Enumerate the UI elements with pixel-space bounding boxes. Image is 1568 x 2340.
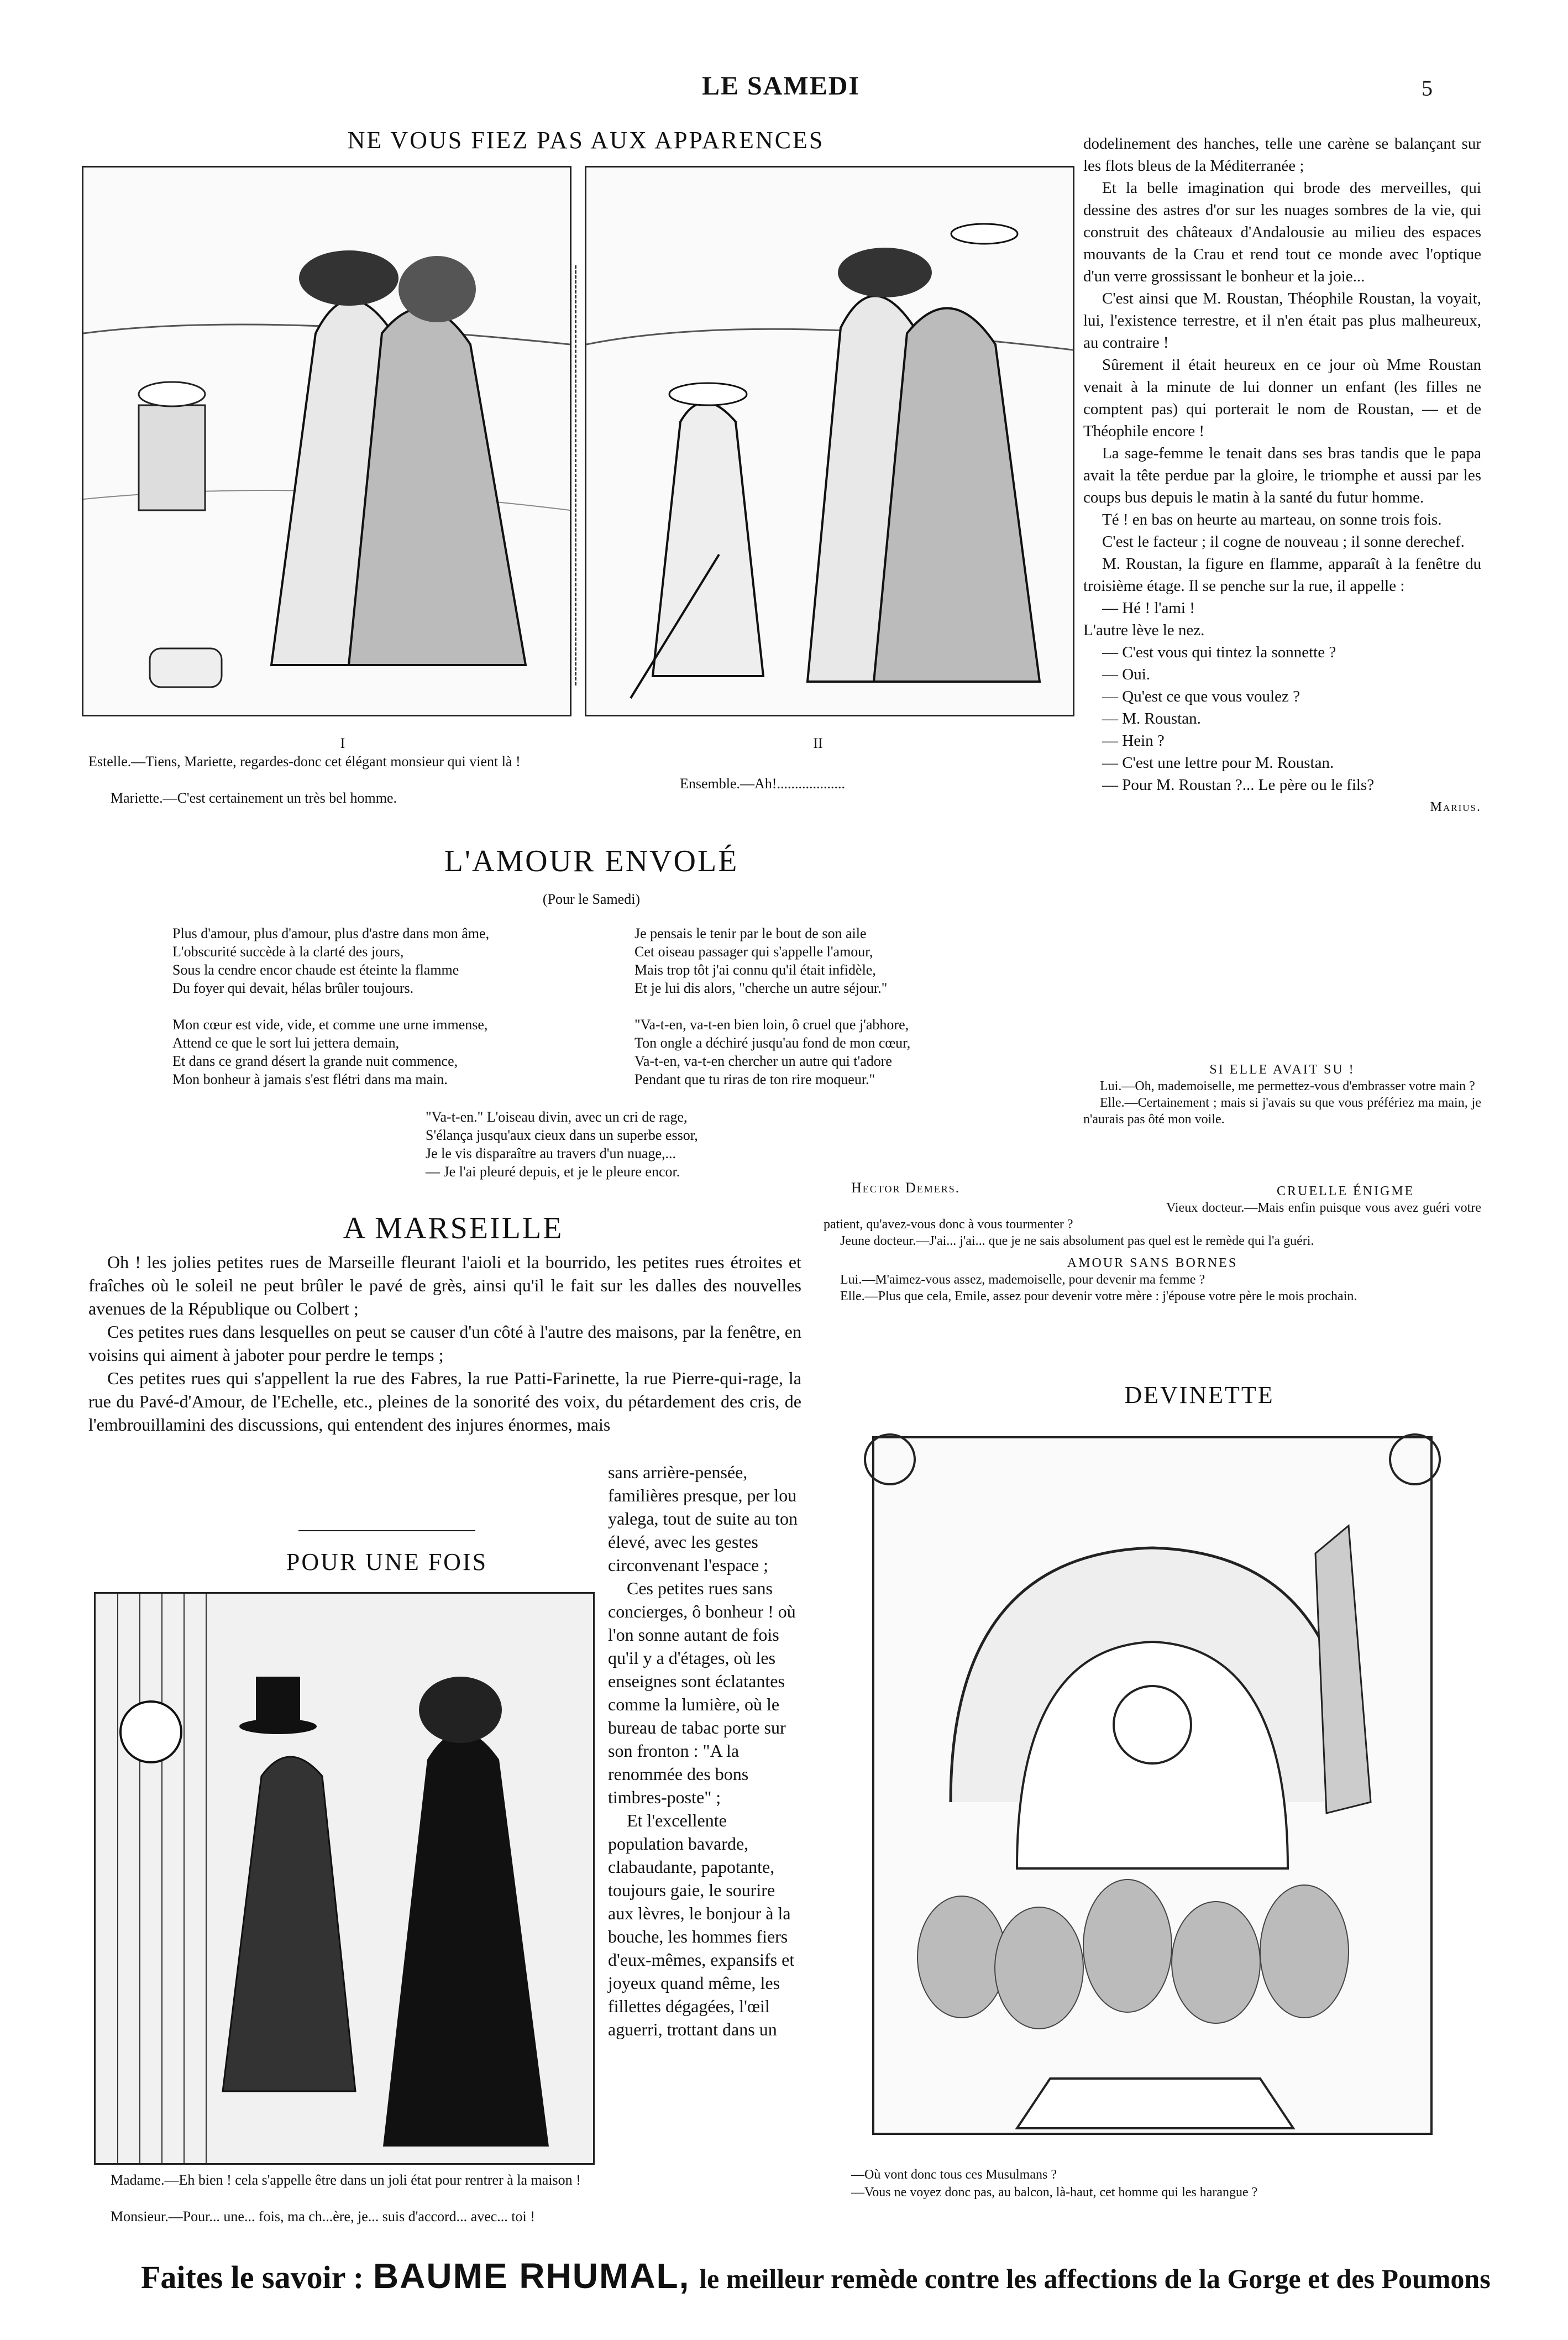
pour-une-fois-illustration — [94, 1592, 595, 2165]
dialogue-line: — Oui. — [1102, 666, 1150, 683]
page-number: 5 — [1422, 76, 1433, 101]
dialogue-line: — C'est vous qui tintez la sonnette ? — [1102, 643, 1336, 661]
marseille-body — [88, 1250, 801, 1436]
dialogue-line: — Qu'est ce que vous voulez ? — [1102, 688, 1300, 705]
poem-line: "Va-t-en." L'oiseau divin, avec un cri de rage, — [426, 1109, 688, 1125]
paragraph: M. Roustan, la figure en flamme, apparaît à la fenêtre du troisième étage. Il se penche sur la rue, il appelle : — [1083, 555, 1481, 595]
dialogue-line: — C'est une lettre pour M. Roustan. — [1102, 754, 1334, 772]
joke-text: Lui.—M'aimez-vous assez, mademoiselle, pour devenir ma femme ? — [840, 1273, 1205, 1287]
paragraph: Et l'excellente population bavarde, clabaudante, papotante, toujours gaie, le sourire aux lèvres, le bonjour à la bouche, les hommes fiers d'eux-mêmes, expansifs et joyeux quand même, les fillettes dégagées, l'œil aguerri, trottant dans un — [608, 1810, 795, 2039]
poem-line: Je le vis disparaître au travers d'un nuage,... — [426, 1145, 677, 1161]
poem-author: Hector Demers. — [851, 1180, 961, 1196]
poem-line: Ton ongle a déchiré jusqu'au fond de mon cœur, — [634, 1035, 911, 1051]
dialogue-line: L'autre lève le nez. — [1083, 621, 1205, 639]
joke-text: Elle.—Certainement ; mais si j'avais su que vous préfériez ma main, je n'aurais pas ôté mon voile. — [1083, 1096, 1481, 1127]
comic-panel-1 — [82, 166, 571, 716]
poem-line: S'élança jusqu'aux cieux dans un superbe essor, — [426, 1127, 698, 1143]
paragraph: sans arrière-pensée, familières presque, per lou yalega, tout de suite au ton élevé, avec les gestes circonvenant l'espace ; — [608, 1462, 798, 1575]
right-column-signature: Marius. — [1430, 800, 1481, 814]
comic-title: NE VOUS FIEZ PAS AUX APPARENCES — [347, 127, 825, 154]
devinette-title: DEVINETTE — [1124, 1381, 1275, 1409]
paragraph: Ces petites rues sans concierges, ô bonheur ! où l'on sonne autant de fois qu'il y a d'étages, où les enseignes sont éclatantes comme la lumière, où le bureau de tabac porte sur son fronton : "A la renommée des bons timbres-poste" ; — [608, 1578, 796, 1807]
comic-panel-1-drawing — [83, 167, 570, 715]
poem-line: Pendant que tu riras de ton rire moqueur." — [634, 1071, 875, 1087]
panel-1-caption-a: Estelle.—Tiens, Mariette, regardes-donc cet élégant monsieur qui vient là ! — [88, 753, 521, 769]
poem-line: Mon bonheur à jamais s'est flétri dans ma main. — [172, 1071, 448, 1087]
dialogue-line: — M. Roustan. — [1102, 710, 1201, 727]
advertisement-footer — [141, 2255, 1491, 2296]
panel-2-caption: Ensemble.—Ah!................... — [680, 776, 845, 792]
paragraph: Ces petites rues qui s'appellent la rue des Fabres, la rue Patti-Farinette, la rue Pierre-qui-rage, la rue du Pavé-d'Amour, de l'Echelle, etc., pleines de la sonorité des voix, du pétardement des cris, de l'embrouillamini des discussions, qui entendent des injures énormes, mais — [88, 1368, 801, 1435]
poem-subtitle: (Pour le Samedi) — [542, 891, 641, 907]
panel-1-caption-b: Mariette.—C'est certainement un très bel homme. — [111, 790, 397, 806]
ad-prefix: Faites le savoir : — [141, 2259, 364, 2295]
poem-left-column — [172, 924, 587, 1088]
joke-text: Elle.—Plus que cela, Emile, assez pour devenir votre mère : j'épouse votre père le mois prochain. — [840, 1289, 1357, 1304]
jokes-block — [1083, 1061, 1481, 1128]
paragraph: La sage-femme le tenait dans ses bras tandis que le papa avait la tête perdue par la gloire, le triomphe et aussi par les coups bus depuis le matin à la santé du futur homme. — [1083, 444, 1481, 506]
paragraph: C'est ainsi que M. Roustan, Théophile Roustan, la voyait, lui, l'existence terrestre, et il n'en était pas plus malheureux, au contraire ! — [1083, 290, 1481, 352]
paragraph: dodelinement des hanches, telle une carène se balançant sur les flots bleus de la Méditerranée ; — [1083, 135, 1481, 175]
pour-une-fois-caption-b: Monsieur.—Pour... une... fois, ma ch...ère, je... suis d'accord... avec... toi ! — [111, 2208, 535, 2224]
poem-line: Cet oiseau passager qui s'appelle l'amour, — [634, 944, 873, 960]
article-title-marseille: A MARSEILLE — [343, 1211, 564, 1245]
panel-2-number: II — [813, 735, 823, 751]
poem-line: Attend ce que le sort lui jettera demain, — [172, 1035, 400, 1051]
dialogue-line: — Hé ! l'ami ! — [1102, 599, 1195, 617]
poem-line: Du foyer qui devait, hélas brûler toujours. — [172, 980, 414, 996]
joke-text: Jeune docteur.—J'ai... j'ai... que je ne sais absolument pas quel est le remède qui l'a guéri. — [840, 1234, 1314, 1248]
poem-line: Plus d'amour, plus d'amour, plus d'astre dans mon âme, — [172, 925, 490, 941]
devinette-drawing — [840, 1415, 1465, 2156]
joke-title: AMOUR SANS BORNES — [1067, 1256, 1238, 1270]
devinette-caption-b: —Vous ne voyez donc pas, au balcon, là-haut, cet homme qui les harangue ? — [851, 2185, 1258, 2200]
paragraph: C'est le facteur ; il cogne de nouveau ; il sonne derechef. — [1102, 533, 1465, 551]
comic-panel-2 — [585, 166, 1074, 716]
paragraph: Et la belle imagination qui brode des merveilles, qui dessine des astres d'or sur les nuages sombres de la vie, qui construit des châteaux d'Andalousie au milieu des espaces mouvants de la Crau et rend tout ce monde avec l'optique d'un verre grossissant le bonheur et la joie... — [1083, 179, 1481, 285]
devinette-caption-a: —Où vont donc tous ces Musulmans ? — [851, 2168, 1057, 2182]
joke-cruelle-enigme — [824, 1183, 1481, 1305]
dialogue-line: — Hein ? — [1102, 732, 1165, 750]
ad-brand: BAUME RHUMAL, — [373, 2256, 690, 2296]
joke-text: Vieux docteur.—Mais enfin puisque vous avez guéri votre patient, qu'avez-vous donc à vous tourmenter ? — [824, 1201, 1481, 1232]
poem-line: Et je lui dis alors, "cherche un autre séjour." — [634, 980, 888, 996]
right-column-text — [1083, 133, 1481, 818]
joke-title: SI ELLE AVAIT SU ! — [1209, 1062, 1355, 1077]
poem-line: Sous la cendre encor chaude est éteinte la flamme — [172, 962, 459, 978]
devinette-illustration — [840, 1415, 1465, 2156]
poem-line: Va-t-en, va-t-en chercher un autre qui t'adore — [634, 1053, 892, 1069]
poem-line: — Je l'ai pleuré depuis, et je le pleure encor. — [426, 1164, 680, 1180]
paragraph: Té ! en bas on heurte au marteau, on sonne trois fois. — [1102, 511, 1442, 528]
poem-right-column — [634, 924, 1066, 1088]
paragraph: Ces petites rues dans lesquelles on peut se causer d'un côté à l'autre des maisons, par la fenêtre, en voisins qui aiment à jaboter pour perdre le temps ; — [88, 1322, 801, 1365]
pour-une-fois-caption-a: Madame.—Eh bien ! cela s'appelle être dans un joli état pour rentrer à la maison ! — [111, 2172, 581, 2188]
article-title-pour-une-fois: POUR UNE FOIS — [286, 1548, 488, 1575]
page-header-title: LE SAMEDI — [702, 71, 861, 101]
comic-panel-2-drawing — [586, 167, 1073, 715]
poem-final-stanza — [426, 1108, 868, 1181]
joke-title: CRUELLE ÉNIGME — [1277, 1184, 1415, 1198]
poem-line: L'obscurité succède à la clarté des jours, — [172, 944, 404, 960]
poem-line: Je pensais le tenir par le bout de son aile — [634, 925, 867, 941]
poem-line: Mais trop tôt j'ai connu qu'il était infidèle, — [634, 962, 876, 978]
poem-line: Et dans ce grand désert la grande nuit commence, — [172, 1053, 458, 1069]
pour-une-fois-drawing — [96, 1594, 593, 2163]
divider-rule — [298, 1530, 475, 1531]
poem-line: Mon cœur est vide, vide, et comme une urne immense, — [172, 1017, 488, 1033]
joke-text: Lui.—Oh, mademoiselle, me permettez-vous d'embrasser votre main ? — [1100, 1079, 1475, 1093]
poem-title: L'AMOUR ENVOLÉ — [444, 844, 739, 878]
ad-slogan: le meilleur remède contre les affections de la Gorge et des Poumons — [699, 2263, 1491, 2294]
dialogue-line: — Pour M. Roustan ?... Le père ou le fils? — [1102, 776, 1375, 794]
paragraph: Oh ! les jolies petites rues de Marseille fleurant l'aioli et la bourrido, les petites rues étroites et fraîches où le soleil ne peut brûler le pavé de grès, ainsi qu'il le fait sur les dalles des nouvelles avenues de la République ou Colbert ; — [88, 1252, 801, 1318]
marseille-narrow-column — [608, 1460, 801, 2041]
comic-divider — [575, 265, 578, 685]
poem-line: "Va-t-en, va-t-en bien loin, ô cruel que j'abhore, — [634, 1017, 909, 1033]
panel-1-number: I — [340, 735, 345, 751]
paragraph: Sûrement il était heureux en ce jour où Mme Roustan venait à la minute de lui donner un enfant (les filles ne comptent pas) qui porterait le nom de Roustan, — et de Théophile encore ! — [1083, 356, 1481, 440]
